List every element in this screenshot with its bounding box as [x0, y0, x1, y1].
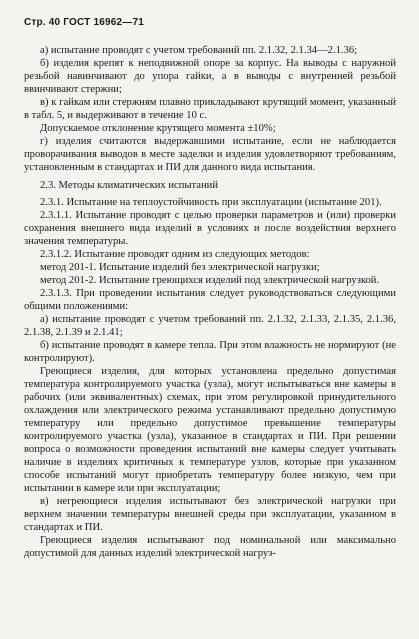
paragraph: б) испытание проводят в камере тепла. При этом влажность не нормируют (не контролируют).	[24, 340, 396, 364]
paragraph: а) испытание проводят с учетом требований пп. 2.1.32, 2.1.33, 2.1.35, 2.1.36, 2.1.38, 2.1.39 и 2.1.41;	[24, 314, 396, 338]
paragraph: 2.3.1. Испытание на теплоустойчивость при эксплуатации (испытание 201).	[40, 197, 382, 208]
paragraph: 2.3.1.3. При проведении испытания следует руководствоваться следующими общими положениями:	[24, 288, 396, 312]
paragraph: в) к гайкам или стержням плавно прикладывают крутящий момент, указанный в табл. 5, и выдерживают в течение 10 с.	[24, 97, 396, 121]
section-heading: 2.3. Методы климатических испытаний	[40, 180, 219, 191]
paragraph: Греющиеся изделия испытывают под номинальной или максимально допустимой для данных изделий электрической нагруз-	[24, 535, 396, 559]
page-header: Стр. 40 ГОСТ 16962—71	[24, 17, 144, 28]
paragraph: 2.3.1.1. Испытание проводят с целью проверки параметров и (или) проверки сохранения внешнего вида изделий в условиях и после воздействия верхнего значения температуры.	[24, 210, 396, 247]
paragraph: а) испытание проводят с учетом требований пп. 2.1.32, 2.1.34—2.1.36;	[40, 45, 358, 56]
paragraph: 2.3.1.2. Испытание проводят одним из следующих методов:	[40, 249, 310, 260]
paragraph: Допускаемое отклонение крутящего момента ±10%;	[40, 123, 276, 134]
paragraph: метод 201-2. Испытание греющихся изделий под электрической нагрузкой.	[40, 275, 380, 286]
paragraph: г) изделия считаются выдержавшими испытание, если не наблюдается проворачивания выводов в месте заделки и изделия удовлетворяют требованиям, установленным в стандартах и ПИ для данного вида испытания.	[24, 136, 396, 173]
paragraph: в) негреющиеся изделия испытывают без электрической нагрузки при верхнем значении температуры внешней среды при эксплуатации, указанном в стандартах и ПИ.	[24, 496, 396, 533]
paragraph: Греющиеся изделия, для которых установлена предельно допустимая температура контролируемого участка (узла), могут испытываться вне камеры в рабочих (или эквивалентных) схемах, при этом регулировкой принудительного охлаждения или электрического режима устанавливают предельно допустимую температуру или предельно допустимое превышение температуры контролируемого участка (узла), указанное в стандартах и ПИ. При решении вопроса о возможности проведения испытаний вне камеры следует учитывать наличие в изделиях критичных к температуре узлов, которые при указанном способе испытаний могут приобретать температуру более низкую, чем при испытании в камере или при эксплуатации;	[24, 366, 396, 494]
document-body	[24, 44, 396, 560]
paragraph: метод 201-1. Испытание изделий без электрической нагрузки;	[40, 262, 320, 273]
paragraph: б) изделия крепят к неподвижной опоре за корпус. На выводы с наружной резьбой навинчивают до упора гайки, а в выводы с внутренней резьбой ввинчивают стержни;	[24, 58, 396, 95]
